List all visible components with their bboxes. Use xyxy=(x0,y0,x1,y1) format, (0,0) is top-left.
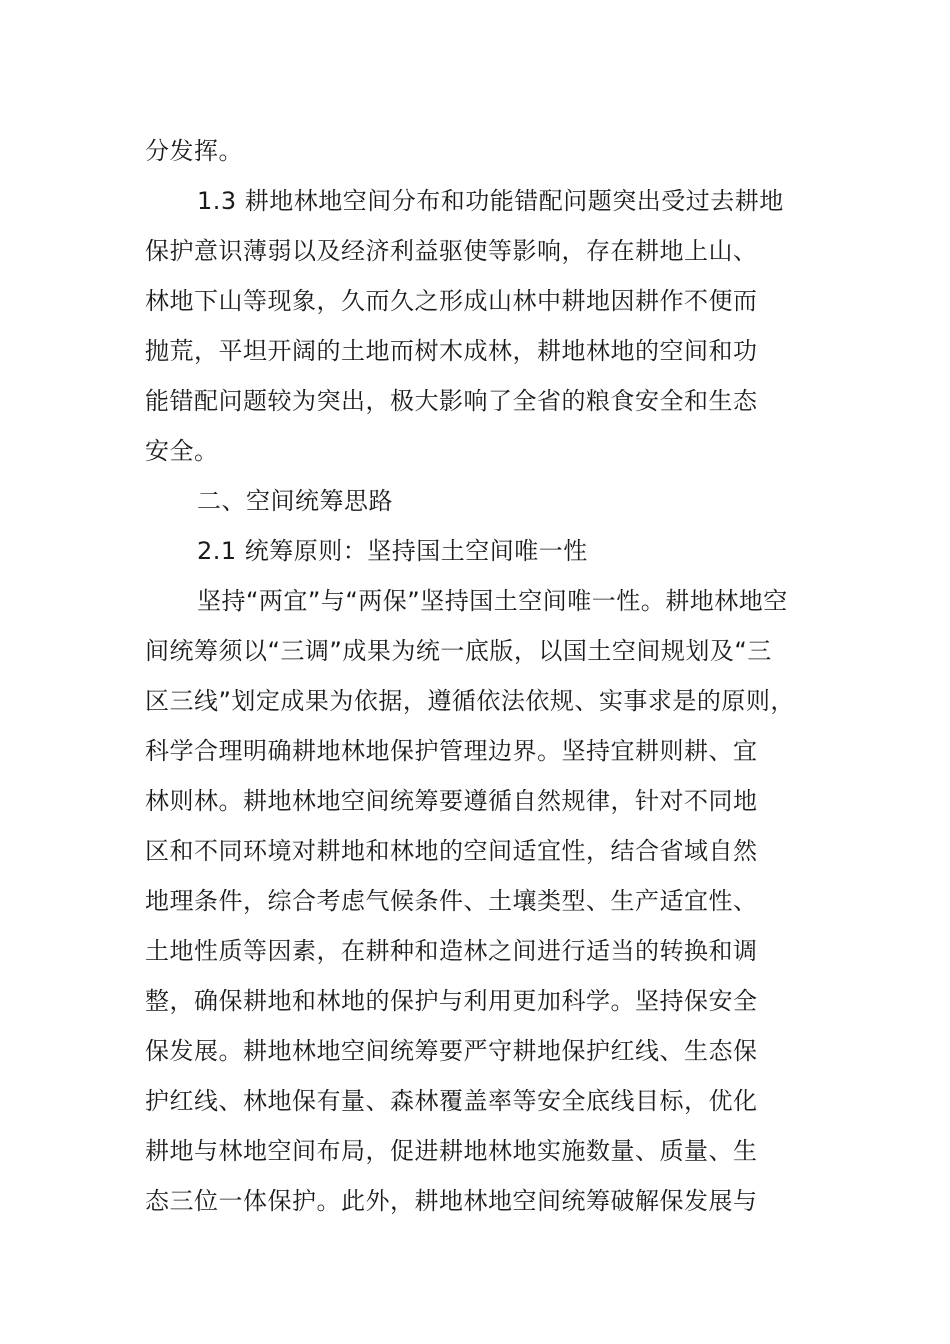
text-line: 林则林。耕地林地空间统筹要遵循自然规律，针对不同地 xyxy=(145,787,758,815)
subsection-heading: 2.1 统筹原则：坚持国土空间唯一性 xyxy=(197,537,588,565)
text-line: 区和不同环境对耕地和林地的空间适宜性，结合省域自然 xyxy=(145,837,758,865)
text-line: 能错配问题较为突出，极大影响了全省的粮食安全和生态 xyxy=(145,387,758,415)
text-line: 态三位一体保护。此外，耕地林地空间统筹破解保发展与 xyxy=(145,1187,758,1215)
text-line: 安全。 xyxy=(145,437,219,465)
text-line: 保发展。耕地林地空间统筹要严守耕地保护红线、生态保 xyxy=(145,1037,758,1065)
text-line: 间统筹须以“三调”成果为统一底版，以国土空间规划及“三 xyxy=(145,637,772,665)
text-line: 1.3 耕地林地空间分布和功能错配问题突出受过去耕地 xyxy=(197,187,784,215)
body-text xyxy=(145,126,845,1226)
text-line: 耕地与林地空间布局，促进耕地林地实施数量、质量、生 xyxy=(145,1137,758,1165)
text-line: 分发挥。 xyxy=(145,137,243,165)
text-line: 抛荒，平坦开阔的土地而树木成林，耕地林地的空间和功 xyxy=(145,337,758,365)
text-line: 区三线”划定成果为依据，遵循依法依规、实事求是的原则， xyxy=(145,687,795,715)
text-line: 林地下山等现象，久而久之形成山林中耕地因耕作不便而 xyxy=(145,287,758,315)
section-heading: 二、空间统筹思路 xyxy=(197,487,393,515)
text-line: 整，确保耕地和林地的保护与利用更加科学。坚持保安全 xyxy=(145,987,758,1015)
text-line: 地理条件，综合考虑气候条件、土壤类型、生产适宜性、 xyxy=(145,887,758,915)
text-line: 土地性质等因素，在耕种和造林之间进行适当的转换和调 xyxy=(145,937,758,965)
text-line: 护红线、林地保有量、森林覆盖率等安全底线目标，优化 xyxy=(145,1087,758,1115)
text-line: 保护意识薄弱以及经济利益驱使等影响，存在耕地上山、 xyxy=(145,237,758,265)
text-line: 科学合理明确耕地林地保护管理边界。坚持宜耕则耕、宜 xyxy=(145,737,758,765)
text-line: 坚持“两宜”与“两保”坚持国土空间唯一性。耕地林地空 xyxy=(197,587,788,615)
